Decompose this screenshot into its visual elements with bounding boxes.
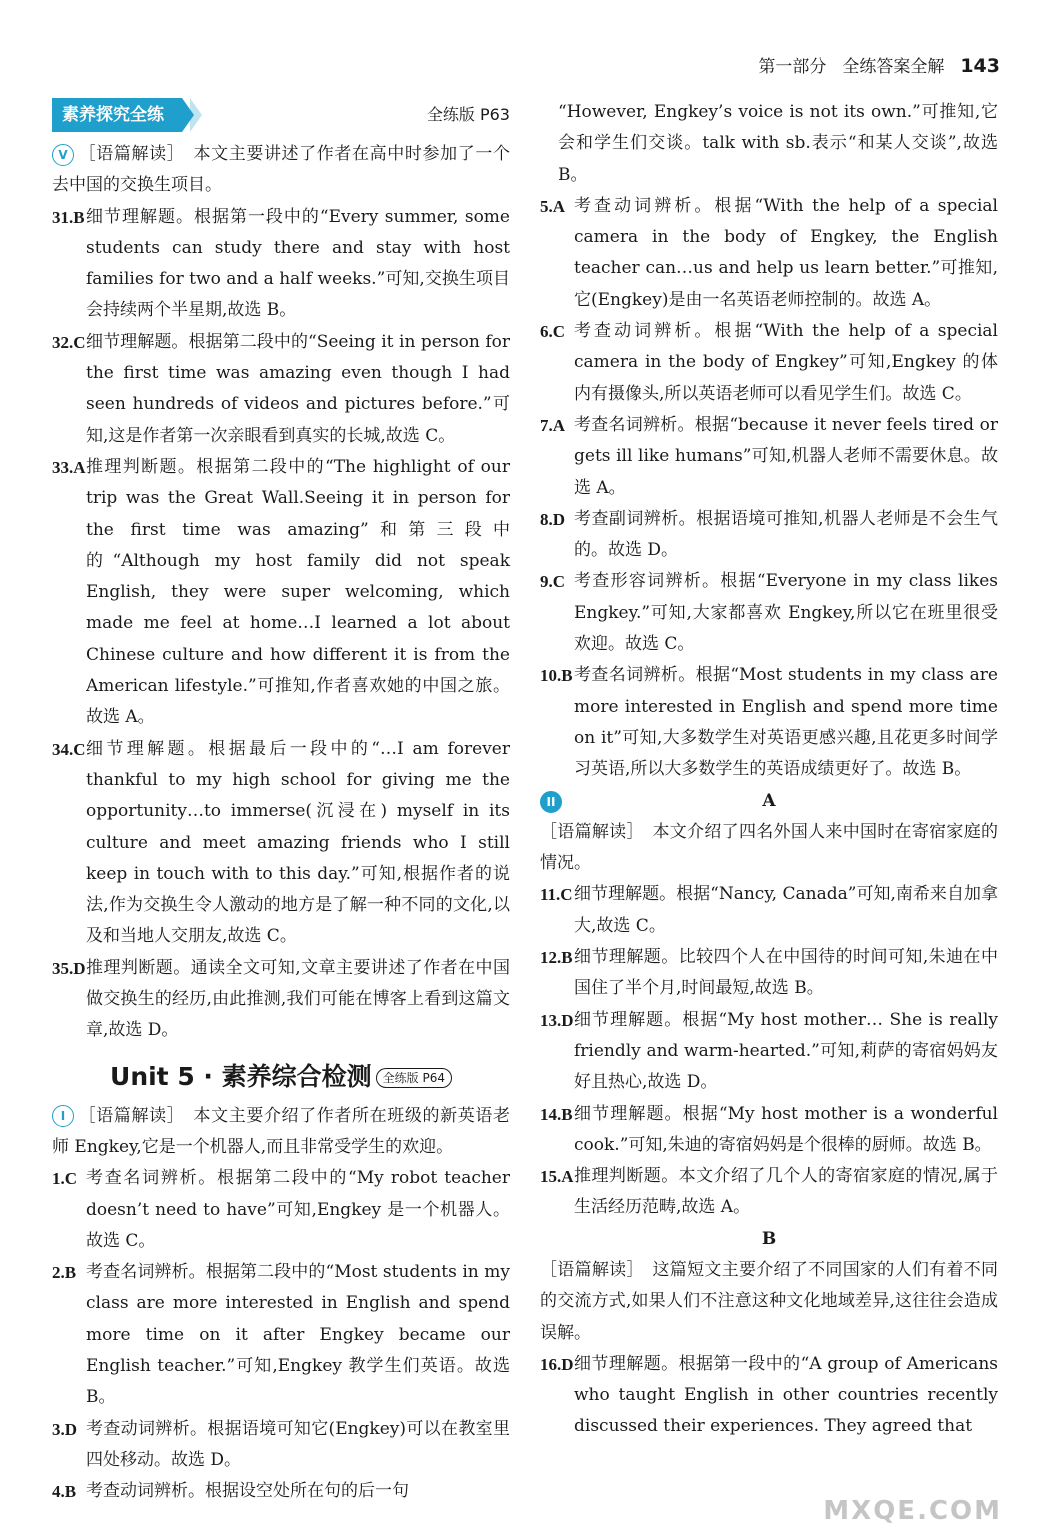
answer-number: 16.D xyxy=(540,1354,574,1374)
answer-number: 2.B xyxy=(52,1263,77,1283)
answer-number: 35.D xyxy=(52,958,86,978)
answer-number: 8.D xyxy=(540,509,566,529)
answer-item xyxy=(540,191,998,316)
answer-explanation: 考查名词辨析。根据“Most students in my class are more interested in English and spend more time on it”可知,大多数学生对英语更感兴趣,且花更多时间学习英语,所以大多数学生的英语成绩更好了。故选 B。 xyxy=(574,665,998,780)
answer-explanation: 细节理解题。根据“My host mother… She is really friendly and warm-hearted.”可知,莉萨的寄宿妈妈友好且热心,故选 D。 xyxy=(574,1009,998,1093)
answer-explanation: 考查副词辨析。根据语境可推知,机器人老师是不会生气的。故选 D。 xyxy=(574,508,998,561)
answer-item xyxy=(52,734,510,953)
roman-numeral-badge: V xyxy=(52,144,74,166)
answer-number: 3.D xyxy=(52,1419,78,1439)
right-column xyxy=(540,97,998,1443)
intro-paragraph-2 xyxy=(52,1101,510,1164)
answer-explanation: 细节理解题。根据“My host mother is a wonderful cook.”可知,朱迪的寄宿妈妈是个很棒的厨师。故选 B。 xyxy=(574,1103,998,1155)
answer-item xyxy=(540,1099,998,1162)
unit-ref-tag: 全练版 P64 xyxy=(376,1068,452,1088)
answer-item xyxy=(52,327,510,452)
unit-heading xyxy=(52,1057,510,1097)
answer-item xyxy=(52,1163,510,1257)
answer-explanation: 考查名词辨析。根据第二段中的“My robot teacher doesn’t need to have”可知,Engkey 是一个机器人。故选 C。 xyxy=(86,1168,510,1251)
answer-number: 34.C xyxy=(52,739,86,759)
roman-numeral-badge: I xyxy=(52,1105,74,1127)
answer-item xyxy=(52,452,510,734)
answer-number: 7.A xyxy=(540,415,566,435)
passage-letter-a: A xyxy=(762,790,776,811)
left-column xyxy=(52,97,510,1507)
answer-explanation: 考查名词辨析。根据第二段中的“Most students in my class are more interested in English and spend more time on it after Engkey became our English teacher.”可知,Engkey 教学生们英语。故选 B。 xyxy=(86,1262,510,1408)
answer-number: 15.A xyxy=(540,1167,574,1187)
answer-number: 11.C xyxy=(540,885,573,905)
answer-number: 6.C xyxy=(540,322,566,342)
answer-item xyxy=(540,942,998,1005)
answer-item xyxy=(540,879,998,942)
answer-explanation: 细节理解题。比较四个人在中国待的时间可知,朱迪在中国住了半个月,时间最短,故选 B。 xyxy=(574,947,998,999)
answer-number: 10.B xyxy=(540,666,573,686)
answer-number: 31.B xyxy=(52,207,85,227)
intro-a: ［语篇解读］ 本文介绍了四名外国人来中国时在寄宿家庭的情况。 xyxy=(540,821,998,874)
answer-item xyxy=(52,1414,510,1477)
intro-paragraph xyxy=(52,139,510,202)
section-banner: 素养探究全练 xyxy=(52,98,182,132)
answer-item xyxy=(540,660,998,785)
answer-explanation: 考查动词辨析。根据设空处所在句的后一句 xyxy=(86,1481,409,1502)
answer-explanation: 考查形容词辨析。根据“Everyone in my class likes Engkey.”可知,大家都喜欢 Engkey,所以它在班里很受欢迎。故选 C。 xyxy=(574,571,998,655)
intro-text: ［语篇解读］ 本文主要讲述了作者在高中时参加了一个去中国的交换生项目。 xyxy=(52,144,510,196)
intro-b: ［语篇解读］ 这篇短文主要介绍了不同国家的人们有着不同的交流方式,如果人们不注意这种文化地域差异,这往往会造成误解。 xyxy=(540,1259,998,1343)
answer-explanation: 推理判断题。根据第二段中的“The highlight of our trip was the Great Wall.Seeing it in person for the first time was amazing”和第三段中的“Although my host family did not speak English, they were super welcoming, which made me feel at home…I learned a lot about Chinese culture and how different it is from the American lifestyle.”可推知,作者喜欢她的中国之旅。故选 A。 xyxy=(86,456,510,728)
answer-explanation: 考查动词辨析。根据语境可知它(Engkey)可以在教室里四处移动。故选 D。 xyxy=(86,1418,510,1470)
banner-ref: 全练版 P63 xyxy=(426,105,510,125)
answer-number: 5.A xyxy=(540,196,566,216)
answer-list xyxy=(540,191,998,786)
page-number: 143 xyxy=(960,55,1000,77)
answer-item xyxy=(52,1257,510,1413)
answer-number: 12.B xyxy=(540,948,573,968)
answer-number: 9.C xyxy=(540,572,566,592)
watermark-logo: MXQE.COM xyxy=(823,1496,1002,1526)
answer-item xyxy=(540,504,998,567)
answer-explanation: 细节理解题。根据第一段中的“Every summer, some students can study there and stay with host families for two and a half weeks.”可知,交换生项目会持续两个半星期,故选 B。 xyxy=(86,206,510,321)
answer-list xyxy=(52,1163,510,1507)
answer-list xyxy=(52,202,510,1047)
answer-number: 1.C xyxy=(52,1169,78,1189)
answer-item xyxy=(52,202,510,327)
intro-text-2: ［语篇解读］ 本文主要介绍了作者所在班级的新英语老师 Engkey,它是一个机器人,而且非常受学生的欢迎。 xyxy=(52,1105,510,1157)
answer-number: 33.A xyxy=(52,457,86,477)
answer-item xyxy=(52,1476,510,1507)
answer-list xyxy=(540,1349,998,1443)
answer-explanation: 推理判断题。通读全文可知,文章主要讲述了作者在中国做交换生的经历,由此推测,我们可能在博客上看到这篇文章,故选 D。 xyxy=(86,957,510,1041)
answer-item xyxy=(540,1005,998,1099)
passage-b-heading: B xyxy=(761,1228,777,1249)
continued-text: “However, Engkey’s voice is not its own.”可推知,它会和学生们交谈。talk with sb.表示“和某人交谈”,故选 B。 xyxy=(558,102,998,185)
answer-item xyxy=(540,1161,998,1224)
answer-item xyxy=(540,566,998,660)
banner-row xyxy=(52,97,510,133)
answer-item xyxy=(540,1349,998,1443)
answer-explanation: 细节理解题。根据“Nancy, Canada”可知,南希来自加拿大,故选 C。 xyxy=(574,884,998,936)
answer-explanation: 细节理解题。根据第二段中的“Seeing it in person for the first time was amazing even though I had seen hundreds of videos and pictures before.”可知,这是作者第一次亲眼看到真实的长城,故选 C。 xyxy=(86,331,510,446)
answer-item xyxy=(540,316,998,410)
answer-number: 32.C xyxy=(52,332,86,352)
header-section: 第一部分 xyxy=(758,57,827,77)
unit-title: Unit 5 · 素养综合检测 xyxy=(110,1061,372,1091)
answer-explanation: 考查动词辨析。根据“With the help of a special camera in the body of Engkey”可知,Engkey 的体内有摄像头,所以英语老师可以看见学生们。故选 C。 xyxy=(574,321,998,404)
answer-explanation: 细节理解题。根据最后一段中的“…I am forever thankful to my high school for giving me the opportunity…to immerse(沉浸在) myself in its culture and meet amazing friends who I still keep in touch with to this day.”可知,根据作者的说法,作为交换生令人激动的地方是了解一种不同的文化,以及和当地人交朋友,故选 C。 xyxy=(86,738,510,947)
header-title: 全练答案全解 xyxy=(842,57,945,77)
answer-explanation: 细节理解题。根据第一段中的“A group of Americans who taught English in other countries recently discussed their experiences. They agreed that xyxy=(574,1353,998,1437)
passage-a-heading xyxy=(540,786,998,817)
page-header xyxy=(758,52,1000,77)
answer-number: 13.D xyxy=(540,1010,574,1030)
answer-list xyxy=(540,879,998,1223)
answer-number: 14.B xyxy=(540,1104,573,1124)
answer-explanation: 考查动词辨析。根据“With the help of a special camera in the body of Engkey, the English teacher can…us and help us learn better.”可推知,它(Engkey)是由一名英语老师控制的。故选 A。 xyxy=(574,195,998,310)
answer-number: 4.B xyxy=(52,1482,77,1502)
answer-explanation: 推理判断题。本文介绍了几个人的寄宿家庭的情况,属于生活经历范畴,故选 A。 xyxy=(574,1166,998,1218)
answer-explanation: 考查名词辨析。根据“because it never feels tired or gets ill like humans”可知,机器人老师不需要休息。故选 A。 xyxy=(574,414,998,498)
answer-item xyxy=(540,410,998,504)
roman-numeral-badge: II xyxy=(540,791,562,813)
answer-item xyxy=(52,953,510,1047)
